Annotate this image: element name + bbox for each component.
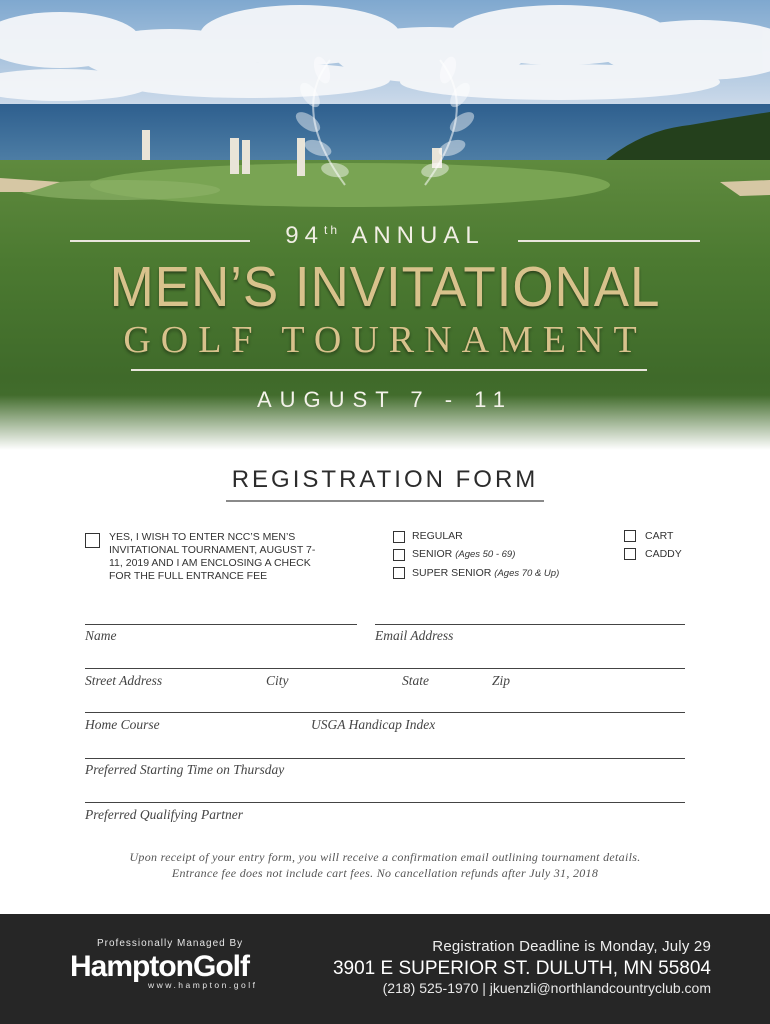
- address-text: 3901 E SUPERIOR ST. DULUTH, MN 55804: [332, 958, 711, 979]
- handicap-label: USGA Handicap Index: [311, 717, 436, 732]
- annual-heading: 94th ANNUAL: [285, 222, 485, 249]
- address-field[interactable]: [85, 668, 685, 669]
- city-label: City: [266, 673, 289, 688]
- entry-checkbox-label: YES, I WISH TO ENTER NCC’S MEN’S INVITATIONAL TOURNAMENT, AUGUST 7-11, 2019 AND I AM ENCLOSING A CHECK FOR THE FULL ENTRANCE FEE: [109, 531, 316, 582]
- senior-label: SENIOR (Ages 50 - 69): [412, 548, 516, 560]
- senior-checkbox[interactable]: [393, 549, 405, 561]
- name-field[interactable]: [85, 624, 357, 625]
- partner-field[interactable]: [85, 802, 685, 803]
- start-time-label: Preferred Starting Time on Thursday: [85, 762, 285, 777]
- home-course-label: Home Course: [85, 717, 160, 732]
- caddy-checkbox[interactable]: [624, 548, 636, 560]
- managed-by-text: Professionally Managed By: [97, 938, 244, 949]
- email-field[interactable]: [375, 624, 685, 625]
- website-text: www.hampton.golf: [148, 980, 258, 990]
- zip-label: Zip: [492, 673, 511, 688]
- form-title: REGISTRATION FORM: [231, 466, 539, 493]
- caddy-label: CADDY: [645, 548, 682, 560]
- tournament-subtitle: GOLF TOURNAMENT: [123, 319, 647, 361]
- notice-line-2: Entrance fee does not include cart fees. No cancellation refunds after July 31, 2018: [171, 866, 599, 880]
- state-label: State: [402, 673, 429, 688]
- regular-label: REGULAR: [412, 530, 463, 542]
- hero-text: [0, 0, 770, 450]
- super-senior-label: SUPER SENIOR (Ages 70 & Up): [412, 567, 560, 579]
- partner-label: Preferred Qualifying Partner: [85, 807, 243, 822]
- regular-checkbox[interactable]: [393, 531, 405, 543]
- email-label: Email Address: [375, 628, 454, 643]
- name-label: Name: [85, 628, 117, 643]
- deadline-text: Registration Deadline is Monday, July 29: [432, 938, 711, 955]
- contact-text: (218) 525-1970 | jkuenzli@northlandcountryclub.com: [382, 980, 711, 996]
- form-title-rule: [226, 500, 544, 502]
- cart-label: CART: [645, 530, 674, 542]
- notice-line-1: Upon receipt of your entry form, you will receive a confirmation email outlining tournament details.: [129, 850, 641, 864]
- cart-checkbox[interactable]: [624, 530, 636, 542]
- title-rule: [131, 369, 647, 371]
- street-address-label: Street Address: [85, 673, 163, 688]
- tournament-title: MEN’S INVITATIONAL: [109, 255, 661, 319]
- hamptongolf-logo: HamptonGolf: [70, 950, 249, 983]
- tournament-dates: AUGUST 7 - 11: [256, 387, 513, 412]
- entry-checkbox[interactable]: [85, 533, 100, 548]
- hero-banner: [0, 0, 770, 450]
- course-handicap-field[interactable]: [85, 712, 685, 713]
- start-time-field[interactable]: [85, 758, 685, 759]
- super-senior-checkbox[interactable]: [393, 567, 405, 579]
